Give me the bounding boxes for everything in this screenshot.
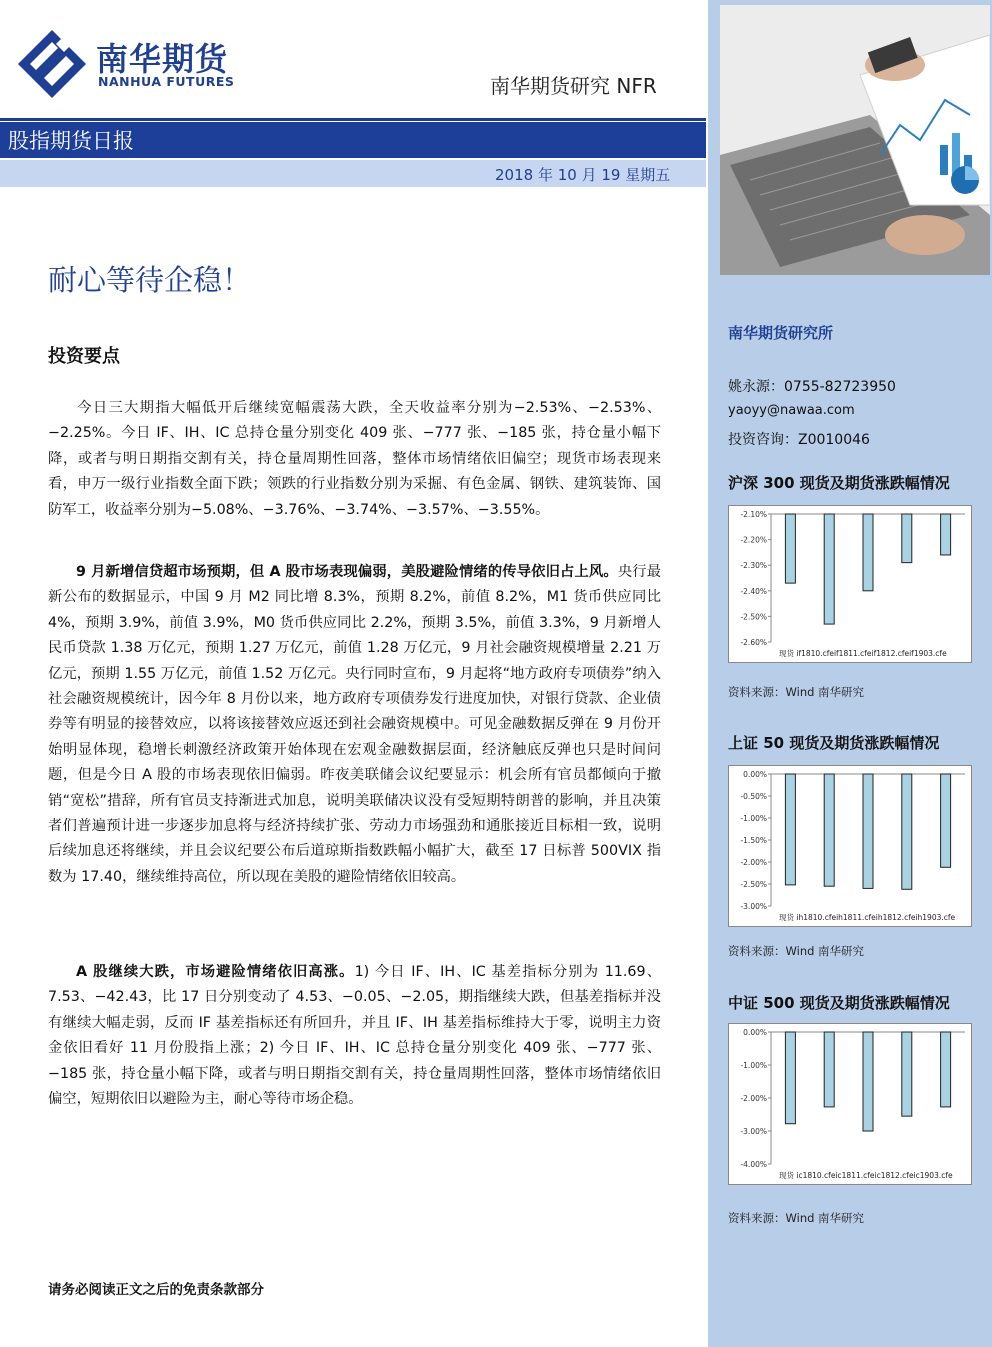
chart-3-title: 中证 500 现货及期货涨跌幅情况 xyxy=(728,994,950,1012)
paragraph-2-text: 央行最新公布的数据显示，中国 9 月 M2 同比增 8.3%，预期 8.2%，前值 8.2%，M1 货币供应同比 4%，预期 3.9%，前值 3.9%，M0 货币供应同比 2.2%，预期 3.5%，前值 3.3%，9 月新增人民币贷款 1.38 万亿元，预期 1.27 万亿元，前值 1.28 万亿元，9 月社会融资规模增量 2.21 万亿元，预期 1.55 万亿元，前值 1.52 万亿元。央行同时宣布，9 月起将“地方政府专项债券”纳入社会融资规模统计，因今年 8 月份以来，地方政府专项债券发行进度加快，对银行贷款、企业债券等有明显的接替效应，以将该接替效应返还到社会融资规模中。可见金融数据反弹在 9 月份开始明显体现，稳增长刺激经济政策开始体现在宏观金融数据层面，经济触底反弹也只是时间问题，但是今日 A 股的市场表现依旧偏弱。昨夜美联储会议纪要显示：机会所有官员都倾向于撤销“宽松”措辞，所有官员支持渐进式加息，说明美联储决议没有受短期特朗普的影响，并且决策者们普遍预计进一步逐步加息将与经济持续扩张、劳动力市场强劲和通胀接近目标相一致，说明后续加息还将继续，并且会议纪要公布后道琼斯指数跌幅小幅扩大，截至 17 日标普 500VIX 指数为 17.40，继续维持高位，所以现在美股的避险情绪依旧较高。 xyxy=(48,564,661,885)
headline: 耐心等待企稳！ xyxy=(48,263,252,297)
chart-bar xyxy=(785,1032,795,1124)
analyst-email[interactable]: yaoyy@nawaa.com xyxy=(728,403,855,418)
nanhua-logo-icon xyxy=(18,30,86,98)
chart-category-labels: 现货 if1810.cfeif1811.cfeif1812.cfeif1903.cfe xyxy=(779,649,947,658)
chart-bar xyxy=(824,1032,834,1107)
header-divider xyxy=(0,118,706,121)
paragraph-1-text: 今日三大期指大幅低开后继续宽幅震荡大跌，全天收益率分别为−2.53%、−2.53%、−2.25%。今日 IF、IH、IC 总持仓量分别变化 409 张、−777 张、−185 张，持仓量小幅下降，或者与明日期指交割有关，持仓量周期性回落，整体市场情绪依旧偏空；现货市场表现来看，申万一级行业指数全面下跌；领跌的行业指数分别为采掘、有色金属、钢铁、建筑装饰、国防军工，收益率分别为−5.08%、−3.76%、−3.74%、−3.57%、−3.55%。 xyxy=(48,400,661,518)
chart-category-labels: 现货 ih1810.cfeih1811.cfeih1812.cfeih1903.cfe xyxy=(779,913,956,922)
paragraph-2 xyxy=(48,560,661,890)
research-institute: 南华期货研究所 xyxy=(728,324,834,342)
chart-tick-label: -2.50% xyxy=(740,612,767,622)
chart-bar xyxy=(863,774,873,888)
chart-tick-label: 0.00% xyxy=(743,770,767,779)
laptop-chart-photo xyxy=(720,5,990,275)
chart-tick-label: -2.10% xyxy=(740,510,767,519)
paragraph-3-lead: A 股继续大跌，市场避险情绪依旧高涨。 xyxy=(76,964,355,980)
chart-category-labels: 现货 ic1810.cfeic1811.cfeic1812.cfeic1903.cfe xyxy=(779,1171,953,1180)
chart-bar xyxy=(902,514,912,563)
logo-wordmark-cn: 南华期货 xyxy=(96,40,229,78)
chart-bar xyxy=(785,514,795,583)
chart-bar xyxy=(824,514,834,624)
brand-line: 南华期货研究 NFR xyxy=(490,74,657,98)
chart-tick-label: -2.00% xyxy=(740,1094,767,1103)
chart-tick-label: -3.00% xyxy=(740,902,767,911)
chart-tick-label: -2.60% xyxy=(740,638,767,647)
license-number: 投资咨询：Z0010046 xyxy=(728,432,870,448)
chart-bar xyxy=(941,774,951,867)
chart-tick-label: -2.50% xyxy=(740,880,767,889)
chart-bar xyxy=(941,514,951,555)
logo-wordmark-en: NANHUA FUTURES xyxy=(98,74,235,89)
chart-tick-label: -1.00% xyxy=(740,1061,767,1070)
chart-tick-label: -1.00% xyxy=(740,814,767,823)
chart-2-title: 上证 50 现货及期货涨跌幅情况 xyxy=(728,734,940,752)
chart-bar xyxy=(902,1032,912,1116)
paragraph-3 xyxy=(48,960,661,1112)
report-date: 2018 年 10 月 19 星期五 xyxy=(495,166,671,184)
chart-1-hs300 xyxy=(728,505,972,663)
chart-tick-label: -0.50% xyxy=(740,792,767,801)
paragraph-3-text: 1) 今日 IF、IH、IC 基差指标分别为 11.69、7.53、−42.43，比 17 日分别变动了 4.53、−0.05、−2.05，期指继续大跌，但基差指标并没有继续大幅走弱，反而 IF 基差指标还有所回升，并且 IF、IH 基差指标维持大于零，说明主力资金依旧看好 11 月份股指上涨；2) 今日 IF、IH、IC 总持仓量分别变化 409 张、−777 张、−185 张，持仓量小幅下降，或者与明日期指交割有关，持仓量周期性回落，整体市场情绪依旧偏空，短期依旧以避险为主，耐心等待市场企稳。 xyxy=(48,964,662,1108)
chart-tick-label: -2.40% xyxy=(740,586,767,596)
chart-tick-label: 0.00% xyxy=(743,1028,767,1037)
chart-tick-label: -2.20% xyxy=(740,535,767,545)
chart-tick-label: -1.50% xyxy=(740,836,767,845)
paragraph-1 xyxy=(48,396,661,523)
chart-tick-label: -3.00% xyxy=(740,1127,767,1136)
chart-bar xyxy=(941,1032,951,1107)
report-type: 股指期货日报 xyxy=(8,129,134,153)
chart-2-sz50 xyxy=(728,765,972,927)
chart-3-source: 资料来源：Wind 南华研究 xyxy=(728,1211,865,1225)
analyst-phone: 姚永源：0755-82723950 xyxy=(728,379,896,395)
chart-1-title: 沪深 300 现货及期货涨跌幅情况 xyxy=(728,474,950,492)
disclaimer-note: 请务必阅读正文之后的免责条款部分 xyxy=(48,1282,264,1298)
chart-1-source: 资料来源：Wind 南华研究 xyxy=(728,685,865,699)
chart-bar xyxy=(863,1032,873,1131)
chart-bar xyxy=(863,514,873,591)
chart-tick-label: -2.00% xyxy=(740,858,767,867)
section-title: 投资要点 xyxy=(48,346,120,367)
chart-bar xyxy=(902,774,912,889)
chart-2-source: 资料来源：Wind 南华研究 xyxy=(728,944,865,958)
chart-3-zz500 xyxy=(728,1023,972,1185)
paragraph-2-lead: 9 月新增信贷超市场预期，但 A 股市场表现偏弱，美股避险情绪的传导依旧占上风。 xyxy=(76,564,618,580)
chart-tick-label: -4.00% xyxy=(740,1160,767,1169)
chart-bar xyxy=(824,774,834,886)
chart-tick-label: -2.30% xyxy=(740,561,767,571)
chart-bar xyxy=(785,774,795,885)
